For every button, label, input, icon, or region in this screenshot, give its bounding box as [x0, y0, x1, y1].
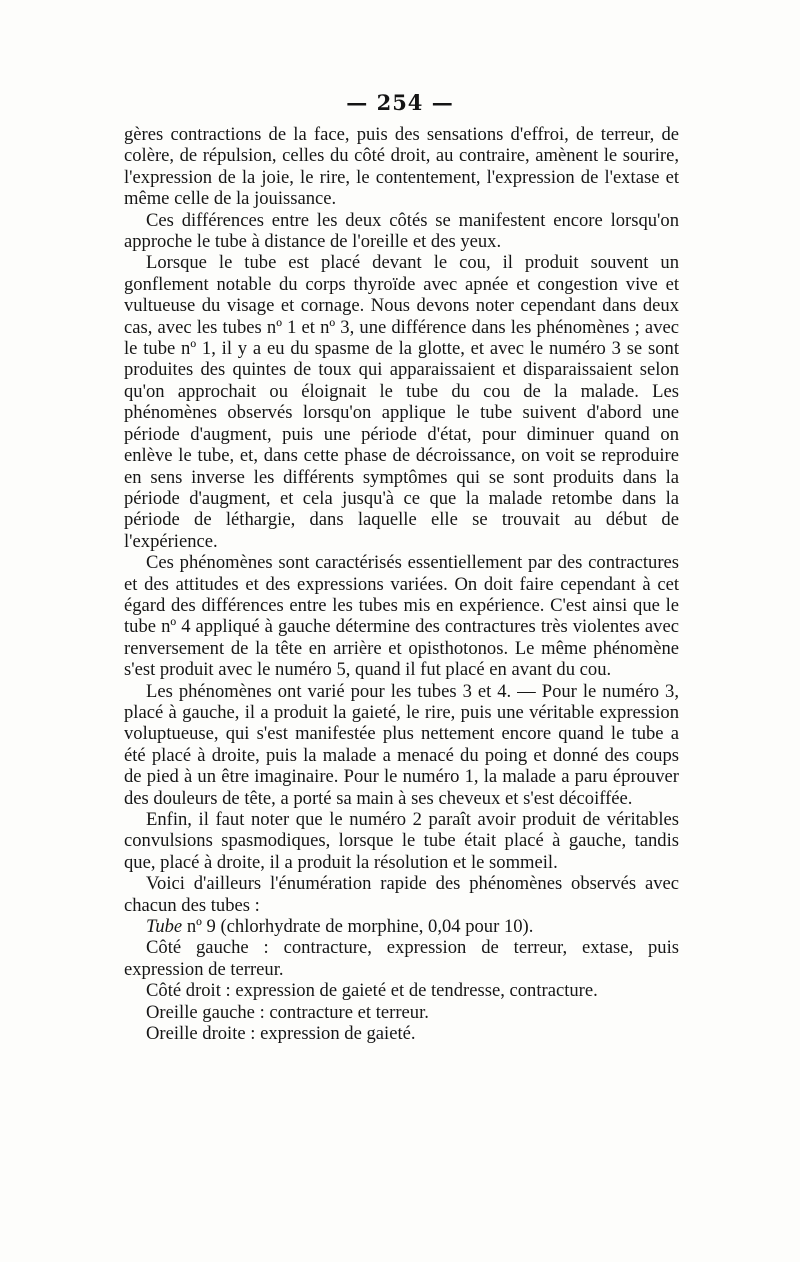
paragraph-enumeration-intro: Voici d'ailleurs l'énumération rapide des phénomènes observés avec chacun des tubes : [124, 873, 679, 916]
paragraph-right-side: Côté droit : expression de gaieté et de tendresse, contracture. [146, 980, 598, 1002]
body-text [124, 124, 679, 1044]
tube-label: Tube [146, 916, 183, 938]
page-number: — 254 — [346, 90, 454, 115]
paragraph-right-ear: Oreille droite : expression de gaieté. [146, 1023, 416, 1045]
paragraph-tubes-3-4: Les phénomènes ont varié pour les tubes 3 et 4. — Pour le numéro 3, placé à gauche, il a produit la gaieté, le rire, puis une véritable expression voluptueuse, qui s'est manifestée plus nettement encore quand le tube a été placé à droite, puis la malade a menacé du poing et donné des coups de pied à un être imaginaire. Pour le numéro 1, la malade a paru éprouver des douleurs de tête, a porté sa main à ses cheveux et s'est décoiffée. [124, 680, 679, 809]
paragraph-left-ear: Oreille gauche : contracture et terreur. [146, 1001, 429, 1023]
paragraph-contractures: Ces phénomènes sont caractérisés essentiellement par des contractures et des attitudes et des expressions variées. On doit faire cependant à cet égard des différences entre les tubes mis en expérience. C'est ainsi que le tube nº 4 appliqué à gauche détermine des contractures très violentes avec renversement de la tête en arrière et opisthotonos. Le même phénomène s'est produit avec le numéro 5, quand il fut placé en avant du cou. [124, 552, 679, 681]
paragraph-left-side: Côté gauche : contracture, expression de terreur, extase, puis expression de terreur. [124, 937, 679, 980]
paragraph-tube-2: Enfin, il faut noter que le numéro 2 paraît avoir produit de véritables convulsions spasmodiques, lorsque le tube était placé à gauche, tandis que, placé à droite, il a produit la résolution et le sommeil. [124, 809, 679, 873]
paragraph-tube-9 [124, 916, 679, 937]
paragraph-continuation: gères contractions de la face, puis des sensations d'effroi, de terreur, de colère, de répulsion, celles du côté droit, au contraire, amènent le sourire, l'expression de la joie, le rire, le contentement, l'expression de l'extase et même celle de la jouissance. [124, 124, 679, 210]
paragraph-sides-differences: Ces différences entre les deux côtés se manifestent encore lorsqu'on approche le tube à distance de l'oreille et des yeux. [124, 209, 679, 253]
tube-9-description: nº 9 (chlorhydrate de morphine, 0,04 pour 10). [182, 916, 534, 938]
paragraph-tube-neck: Lorsque le tube est placé devant le cou, il produit souvent un gonflement notable du corps thyroïde avec apnée et congestion vive et vultueuse du visage et cornage. Nous devons noter cependant dans deux cas, avec les tubes nº 1 et nº 3, une différence dans les phénomènes ; avec le tube nº 1, il y a eu du spasme de la glotte, et avec le numéro 3 se sont produites des quintes de toux qui apparaissaient et disparaissaient selon qu'on approchait ou éloignait le tube du cou de la malade. Les phénomènes observés lorsqu'on applique le tube suivent d'abord une période d'augment, puis une période d'état, pour diminuer quand on enlève le tube, et, dans cette phase de décroissance, on voit se reproduire en sens inverse les différents symptômes qui se sont produits dans la période d'augment, et cela jusqu'à ce que la malade retombe dans la période de léthargie, dans laquelle elle se trouvait au début de l'expérience. [124, 252, 679, 552]
